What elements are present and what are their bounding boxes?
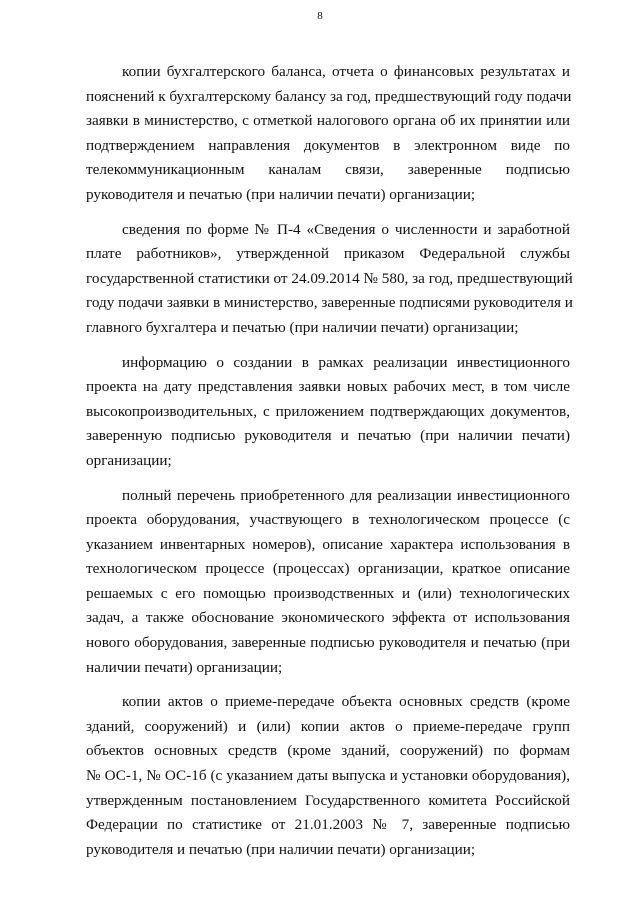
text-line: информацию о создании в рамках реализации инвестиционного xyxy=(122,353,570,371)
paragraph-balance-copies xyxy=(86,60,570,208)
text-line: заверенную подписью руководителя и печатью (при наличии печати) xyxy=(86,427,570,445)
paragraph-new-jobs xyxy=(86,351,570,474)
text-line: пояснений к бухгалтерскому балансу за год, предшествующий году подачи xyxy=(86,87,572,105)
paragraph-form-p4 xyxy=(86,218,573,341)
text-line: подтверждением направления документов в электронном виде по xyxy=(86,136,570,154)
text-line: заявки в министерство, с отметкой налогового органа об их принятии или xyxy=(86,112,570,130)
text-line: плате работников», утвержденной приказом Федеральной службы xyxy=(86,245,570,263)
text-line: телекоммуникационным каналам связи, заверенные подписью xyxy=(86,161,570,179)
text-line: № ОС-1, № ОС-1б (с указанием даты выпуска и установки оборудования), xyxy=(86,767,570,785)
text-line: проекта оборудования, участвующего в технологическом процессе (с xyxy=(86,511,570,529)
text-line: полный перечень приобретенного для реализации инвестиционного xyxy=(122,486,570,504)
text-line: зданий, сооружений) и (или) копии актов о приеме-передаче групп xyxy=(86,717,570,735)
text-line: сведения по форме № П-4 «Сведения о численности и заработной xyxy=(122,220,570,238)
text-line: главного бухгалтера и печатью (при наличии печати) организации; xyxy=(86,318,519,336)
text-line: объектов основных средств (кроме зданий, сооружений) по формам xyxy=(86,742,570,760)
text-line: задач, а также обоснование экономического эффекта от использования xyxy=(86,609,570,627)
text-line: решаемых с его помощью производственных и (или) технологических xyxy=(86,584,570,602)
text-line: утвержденным постановлением Государственного комитета Российской xyxy=(86,791,570,809)
text-line: организации; xyxy=(86,451,172,469)
text-line: копии актов о приеме-передаче объекта основных средств (кроме xyxy=(122,693,570,711)
text-line: копии бухгалтерского баланса, отчета о финансовых результатах и xyxy=(122,63,570,80)
text-line: нового оборудования, заверенные подписью руководителя и печатью (при xyxy=(86,634,570,652)
text-line: Федерации по статистике от 21.01.2003 № 7, заверенные подписью xyxy=(86,816,570,834)
text-line: руководителя и печатью (при наличии печати) организации; xyxy=(86,185,476,203)
page-number: 8 xyxy=(317,10,323,22)
text-line: государственной статистики от 24.09.2014 № 580, за год, предшествующий xyxy=(86,269,573,287)
document-body xyxy=(86,60,573,872)
text-line: указанием инвентарных номеров), описание характера использования в xyxy=(86,535,570,553)
text-line: руководителя и печатью (при наличии печати) организации; xyxy=(86,840,476,858)
text-line: технологическом процессе (процессах) организации, краткое описание xyxy=(86,560,570,578)
text-line: проекта на дату представления заявки новых рабочих мест, в том числе xyxy=(86,378,570,396)
paragraph-acceptance-acts xyxy=(86,690,570,862)
paragraph-equipment-list xyxy=(86,484,570,681)
text-line: году подачи заявки в министерство, заверенные подписями руководителя и xyxy=(86,294,573,312)
text-line: наличии печати) организации; xyxy=(86,658,283,676)
text-line: высокопроизводительных, с приложением подтверждающих документов, xyxy=(86,402,570,420)
